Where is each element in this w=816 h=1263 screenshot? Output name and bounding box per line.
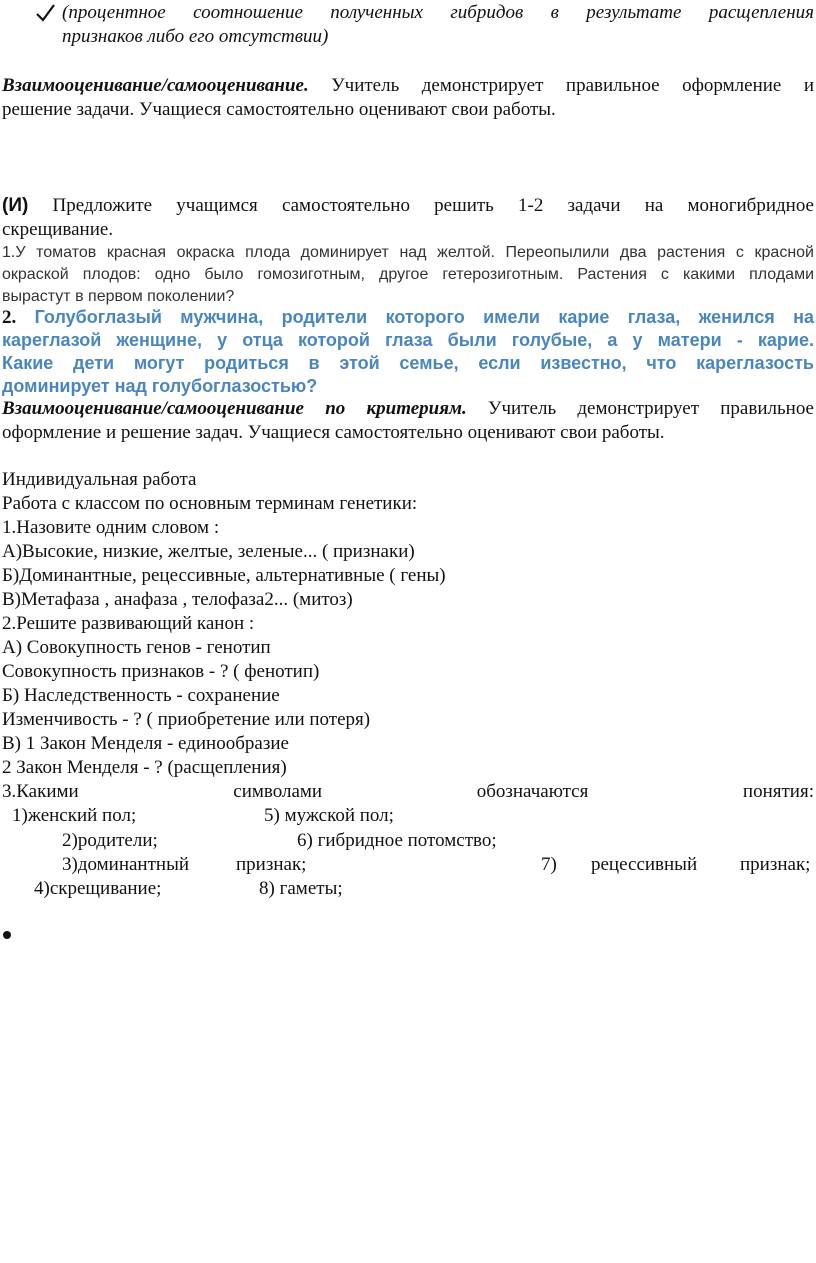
task-2-line-1 <box>2 306 814 329</box>
task-1-line-1: 1.У томатов красная окраска плода доминирует над желтой. Переопылили два растения с красной <box>2 244 814 261</box>
answer-2a-1: А) Совокупность генов - генотип <box>2 637 271 658</box>
question-3-word-1: 3.Какими <box>2 781 79 802</box>
assessment-1-line-1 <box>2 74 814 98</box>
list-item-6: 6) гибридное потомство; <box>297 830 497 851</box>
question-3-word-2: символами <box>233 781 323 802</box>
assessment-2-line-2: оформление и решение задач. Учащиеся самостоятельно оценивают свои работы. <box>2 422 665 443</box>
task-2-text: Голубоглазый мужчина, родители которого имели карие глаза, женился на <box>16 307 814 327</box>
question-2: 2.Решите развивающий канон : <box>2 613 255 634</box>
bullet-line-1: (процентное соотношение полученных гибридов в результате расщепления <box>62 2 814 23</box>
list-item-7-part-1: рецессивный <box>591 854 698 875</box>
list-item-7-part-2: признак; <box>740 854 811 875</box>
list-item-2: 2)родители; <box>62 830 158 851</box>
individual-title: Индивидуальная работа <box>2 469 197 490</box>
list-item-1: 1)женский пол; <box>12 805 137 826</box>
answer-1v: В)Метафаза , анафаза , телофаза2... (митоз) <box>2 589 353 610</box>
question-1: 1.Назовите одним словом : <box>2 517 220 538</box>
task-2-line-2: кареглазой женщине, у отца которой глаза были голубые, а у матери - карие. <box>2 330 814 350</box>
assessment-1-text: Учитель демонстрирует правильное оформление и <box>308 75 814 96</box>
answer-1a: А)Высокие, низкие, желтые, зеленые... ( признаки) <box>2 541 415 562</box>
list-item-4: 4)скрещивание; <box>34 878 162 899</box>
answer-2v-1: В) 1 Закон Менделя - единообразие <box>2 733 289 754</box>
assessment-1-line-2: решение задачи. Учащиеся самостоятельно оценивают свои работы. <box>2 99 556 120</box>
section-i-text: Предложите учащимся самостоятельно решить 1-2 задачи на моногибридное <box>28 195 814 216</box>
checkmark-icon <box>34 2 56 24</box>
section-i-marker: (И) <box>2 195 29 216</box>
list-item-5: 5) мужской пол; <box>264 805 394 826</box>
answer-2a-2: Совокупность признаков - ? ( фенотип) <box>2 661 320 682</box>
question-3-word-3: обозначаются <box>476 781 589 802</box>
task-1-line-2: окраской плодов: одно было гомозиготным, другое гетерозиготным. Растения с какими плодами <box>2 266 814 283</box>
section-i-line-2: скрещивание. <box>2 219 114 240</box>
assessment-2-text: Учитель демонстрирует правильное <box>466 398 814 419</box>
question-3-word-4: понятия: <box>742 781 814 802</box>
individual-intro: Работа с классом по основным терминам генетики: <box>2 493 418 514</box>
section-i-line-1 <box>2 194 814 218</box>
assessment-2-line-1 <box>2 397 814 421</box>
answer-1b: Б)Доминантные, рецессивные, альтернативные ( гены) <box>2 565 446 586</box>
task-2-number: 2. <box>2 307 17 328</box>
list-item-3-part-2: признак; <box>236 854 307 875</box>
question-3 <box>2 780 814 803</box>
list-item-8: 8) гаметы; <box>259 878 343 899</box>
list-item-3-part-1: 3)доминантный <box>62 854 189 875</box>
assessment-2-heading: Взаимооценивание/самооценивание по критериям. <box>2 398 467 419</box>
task-1-line-3: вырастут в первом поколении? <box>2 288 235 305</box>
answer-2v-2: 2 Закон Менделя - ? (расщепления) <box>2 757 287 778</box>
answer-2b-1: Б) Наследственность - сохранение <box>2 685 280 706</box>
answer-2b-2: Изменчивость - ? ( приобретение или потеря) <box>2 709 371 730</box>
bullet-dot-icon <box>3 931 11 939</box>
task-2-line-4: доминирует над голубоглазостью? <box>2 376 318 396</box>
bullet-line-2: признаков либо его отсутствии) <box>62 26 329 47</box>
assessment-1-heading: Взаимооценивание/самооценивание. <box>2 75 309 96</box>
list-item-7-number: 7) <box>541 854 557 875</box>
task-2-line-3: Какие дети могут родиться в этой семье, если известно, что кареглазость <box>2 353 814 373</box>
